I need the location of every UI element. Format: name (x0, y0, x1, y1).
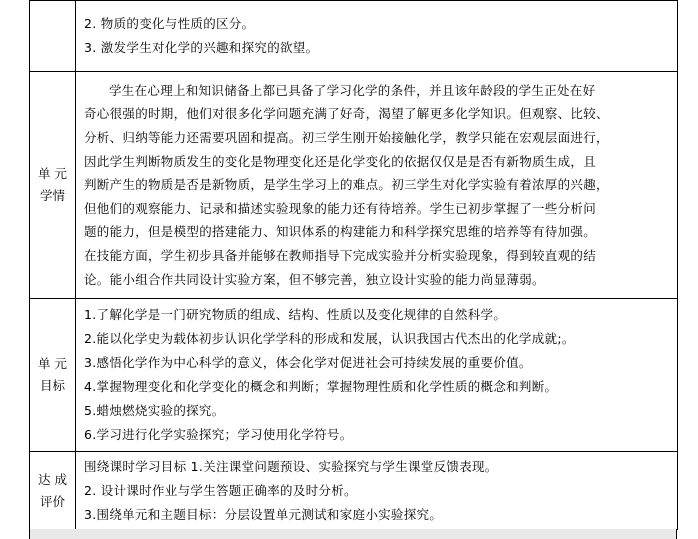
label-line: 评价 (39, 493, 65, 509)
text-line: 2. 物质的变化与性质的区分。 (84, 16, 255, 31)
text-line: 3.感悟化学作为中心科学的意义，体会化学对促进社会可持续发展的重要价值。 (84, 355, 532, 370)
text-line: 2.能以化学史为载体初步认识化学学科的形成和发展，认识我国古代杰出的化学成就;。 (84, 331, 575, 346)
text-line: 围绕课时学习目标 1.关注课堂问题预设、实验探究与学生课堂反馈表现。 (84, 458, 498, 474)
row-label (30, 72, 76, 299)
text-line: 分析、归纳等能力还需要巩固和提高。初三学生刚开始接触化学，教学只能在宏观层面进行， (84, 130, 609, 146)
next-row-band (29, 529, 677, 539)
text-line: 奇心很强的时期，他们对很多化学问题充满了好奇，渴望了解更多化学知识。但观察、比较、 (84, 106, 609, 122)
row-content (76, 1, 678, 72)
row-label (30, 452, 76, 530)
label-line: 单 元 (38, 166, 67, 181)
label-line: 达 成 (38, 471, 67, 487)
row-label (30, 1, 76, 72)
text-line: 判断产生的物质是否是新物质，是学生学习上的难点。初三学生对化学实验有着浓厚的兴趣， (84, 177, 609, 193)
text-line: 题的能力，但是模型的搭建能力、知识体系的构建能力和科学探究思维的培养等有待加强。 (84, 224, 597, 240)
row-content (76, 72, 678, 299)
row-content (76, 452, 678, 530)
text-line: 但他们的观察能力、记录和描述实验现象的能力还有待培养。学生已初步掌握了一些分析问 (84, 200, 597, 216)
text-line: 5.蜡烛燃烧实验的探究。 (84, 403, 225, 418)
label-line: 目标 (39, 378, 65, 393)
text-line: 学生在心理上和知识储备上都已具备了学习化学的条件，并且该年龄段的学生正处在好 (109, 82, 596, 98)
unit-plan-table (29, 0, 678, 530)
row-label (30, 299, 76, 452)
row-unit-learning-situation (30, 72, 678, 299)
text-line: 3.围绕单元和主题目标：分层设置单元测试和家庭小实验探究。 (84, 506, 443, 522)
text-line: 4.掌握物理变化和化学变化的概念和判断；掌握物理性质和化学性质的概念和判断。 (84, 379, 558, 394)
label-line: 单 元 (38, 356, 67, 371)
row-unit-objectives (30, 299, 678, 452)
text-line: 因此学生判断物质发生的变化是物理变化还是化学变化的依据仅仅是是否有新物质生成，且 (84, 153, 597, 169)
text-line: 2. 设计课时作业与学生答题正确率的及时分析。 (84, 482, 357, 498)
row-objectives-continued (30, 1, 678, 72)
row-achievement-evaluation (30, 452, 678, 530)
text-line: 3. 激发学生对化学的兴趣和探究的欲望。 (84, 40, 319, 55)
label-line: 学情 (39, 188, 65, 203)
text-line: 6.学习进行化学实验探究；学习使用化学符号。 (84, 427, 353, 442)
text-line: 在技能方面，学生初步具备并能够在教师指导下完成实验并分析实验现象，得到较直观的结 (84, 247, 597, 263)
row-content (76, 299, 678, 452)
text-line: 1.了解化学是一门研究物质的组成、结构、性质以及变化规律的自然科学。 (84, 307, 507, 322)
text-line: 论。能小组合作共同设计实验方案，但不够完善，独立设计实验的能力尚显薄弱。 (84, 271, 545, 287)
